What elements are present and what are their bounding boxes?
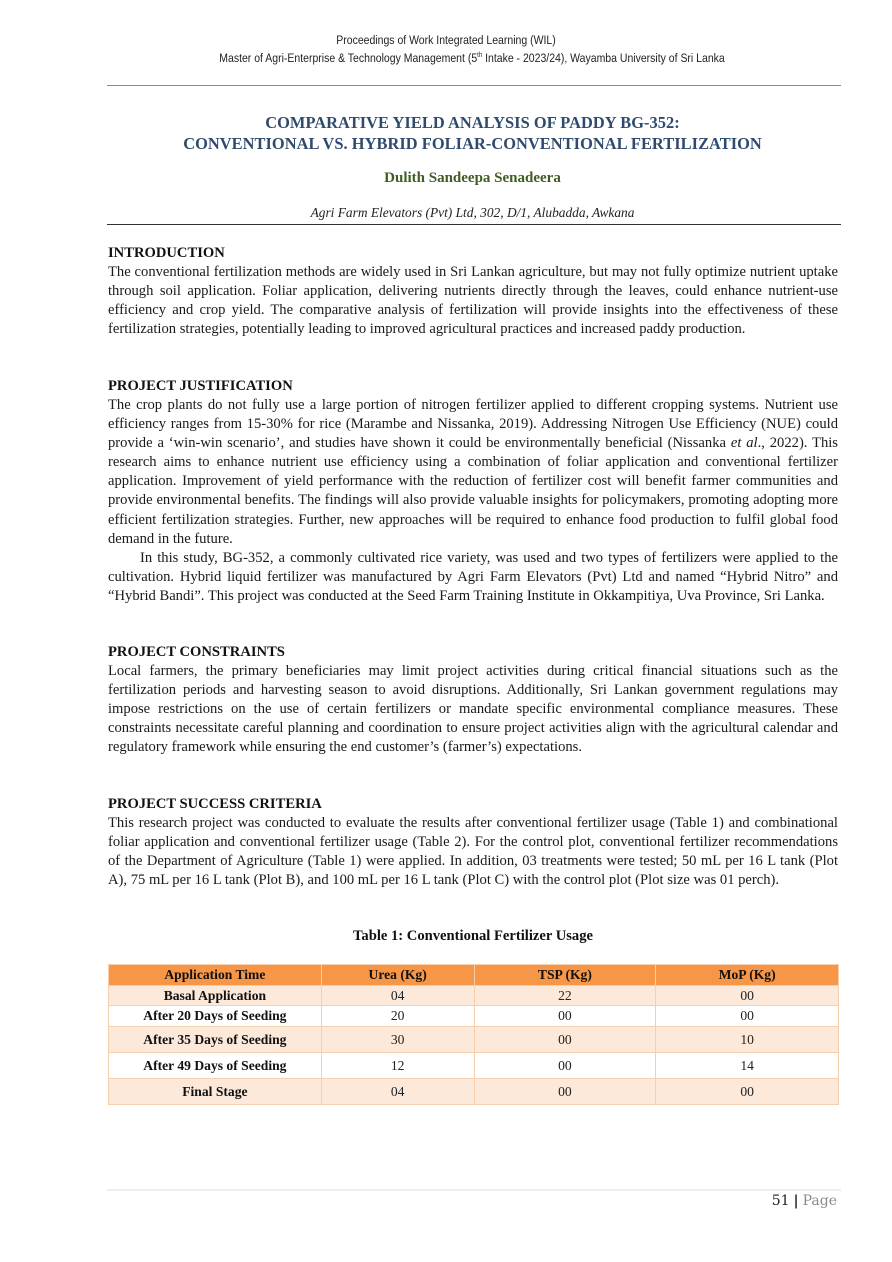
affiliation-divider bbox=[107, 224, 841, 225]
header-divider bbox=[107, 85, 841, 86]
table-1-caption: Table 1: Conventional Fertilizer Usage bbox=[353, 928, 593, 944]
section-heading: PROJECT SUCCESS CRITERIA bbox=[108, 796, 322, 812]
section-heading: PROJECT JUSTIFICATION bbox=[108, 378, 293, 394]
cell-application-time: After 35 Days of Seeding bbox=[109, 1027, 322, 1053]
cell-mop: 10 bbox=[656, 1027, 839, 1053]
cell-tsp: 00 bbox=[474, 1079, 656, 1105]
column-header-application-time: Application Time bbox=[109, 965, 322, 986]
cell-tsp: 00 bbox=[474, 1027, 656, 1053]
cell-mop: 00 bbox=[656, 1006, 839, 1027]
cell-application-time: After 49 Days of Seeding bbox=[109, 1053, 322, 1079]
running-header-program-post: Intake - 2023/24), Wayamba University of Sri Lanka bbox=[482, 51, 725, 65]
table-row bbox=[109, 1027, 839, 1053]
page-number bbox=[772, 1193, 837, 1209]
page-label: Page bbox=[802, 1193, 837, 1209]
cell-urea: 30 bbox=[321, 1027, 474, 1053]
paper-title-line-1: COMPARATIVE YIELD ANALYSIS OF PADDY BG-352: bbox=[265, 113, 680, 132]
fertilizer-usage-table bbox=[108, 964, 839, 1105]
column-header-urea: Urea (Kg) bbox=[321, 965, 474, 986]
cell-tsp: 00 bbox=[474, 1053, 656, 1079]
table-row bbox=[109, 1079, 839, 1105]
cell-urea: 20 bbox=[321, 1006, 474, 1027]
table-row bbox=[109, 1006, 839, 1027]
section-project-constraints bbox=[108, 643, 838, 757]
section-body: This research project was conducted to evaluate the results after conventional fertilizer usage (Table 1) and combinational foliar application and conventional fertilizer usage (Table 2). For the control plot, conventional fertilizer recommendations of the Department of Agriculture (Table 1) were applied. In addition, 03 treatments were tested; 50 mL per 16 L tank (Plot A), 75 mL per 16 L tank (Plot B), and 100 mL per 16 L tank (Plot C) with the control plot (Plot size was 01 perch). bbox=[108, 815, 838, 889]
section-project-success-criteria bbox=[108, 795, 838, 890]
cell-application-time: After 20 Days of Seeding bbox=[109, 1006, 322, 1027]
section-heading: PROJECT CONSTRAINTS bbox=[108, 644, 285, 660]
citation-et-al: et al bbox=[730, 435, 758, 452]
running-header-proceedings: Proceedings of Work Integrated Learning (WIL) bbox=[336, 33, 556, 47]
cell-mop: 00 bbox=[656, 1079, 839, 1105]
column-header-tsp: TSP (Kg) bbox=[474, 965, 656, 986]
paper-title bbox=[100, 112, 845, 154]
table-row bbox=[109, 986, 839, 1006]
paragraph-text: ., 2022). This research aims to enhance nutrient use efficiency using a combination of foliar application and conventional fertilizer application. Improvement of yield performance with the reduction of fertilizer cost will benefit farmer communities and provide environmental benefits. The findings will also provide valuable insights for policymakers, promoting adopting more efficient fertilization strategies. Further, new approaches will be required to enhance food production to fulfil global food demand in the future. bbox=[108, 435, 838, 547]
footer-divider bbox=[107, 1189, 841, 1191]
cell-application-time: Basal Application bbox=[109, 986, 322, 1006]
paper-title-line-2: CONVENTIONAL VS. HYBRID FOLIAR-CONVENTIONAL FERTILIZATION bbox=[183, 134, 762, 153]
table-header-row bbox=[109, 965, 839, 986]
cell-tsp: 00 bbox=[474, 1006, 656, 1027]
cell-urea: 04 bbox=[321, 1079, 474, 1105]
running-header-program-pre: Master of Agri-Enterprise & Technology Management (5 bbox=[219, 51, 478, 65]
table-row bbox=[109, 1053, 839, 1079]
cell-urea: 04 bbox=[321, 986, 474, 1006]
cell-urea: 12 bbox=[321, 1053, 474, 1079]
running-header-superscript: th bbox=[477, 51, 483, 59]
section-body-paragraph-1 bbox=[108, 396, 838, 549]
section-body-paragraph-2: In this study, BG-352, a commonly cultivated rice variety, was used and two types of fertilizers were applied to the cultivation. Hybrid liquid fertilizer was manufactured by Agri Farm Elevators (Pvt) Ltd and named “Hybrid Nitro” and “Hybrid Bandi”. This project was conducted at the Seed Farm Training Institute in Okkampitiya, Uva Province, Sri Lanka. bbox=[108, 549, 838, 604]
section-heading: INTRODUCTION bbox=[108, 245, 225, 261]
section-introduction bbox=[108, 244, 838, 339]
cell-mop: 00 bbox=[656, 986, 839, 1006]
section-project-justification bbox=[108, 377, 838, 606]
column-header-mop: MoP (Kg) bbox=[656, 965, 839, 986]
page-number-separator: | bbox=[793, 1193, 799, 1209]
author-name: Dulith Sandeepa Senadeera bbox=[384, 170, 561, 186]
author-affiliation: Agri Farm Elevators (Pvt) Ltd, 302, D/1, Alubadda, Awkana bbox=[310, 205, 635, 220]
page-number-value: 51 bbox=[771, 1193, 790, 1209]
paragraph-text: The crop plants do not fully use a large portion of nitrogen fertilizer applied to different cropping systems. Nutrient use efficiency ranges from 15-30% for rice (Marambe and Nissanka, 2019). Addressing Nitrogen Use Efficiency (NUE) could provide a ‘win-win scenario’, and studies have shown it could be environmentally beneficial (Nissanka bbox=[108, 397, 838, 452]
cell-mop: 14 bbox=[656, 1053, 839, 1079]
running-header-program bbox=[88, 51, 855, 65]
cell-tsp: 22 bbox=[474, 986, 656, 1006]
section-body: The conventional fertilization methods are widely used in Sri Lankan agriculture, but may not fully optimize nutrient uptake through soil application. Foliar application, delivering nutrients directly through the leaves, could enhance nutrient-use efficiency and crop yield. The comparative analysis of fertilization will provide insights into the effectiveness of these fertilization strategies, potentially leading to improved agricultural practices and increased paddy production. bbox=[108, 264, 838, 338]
section-body: Local farmers, the primary beneficiaries may limit project activities during critical financial situations such as the fertilization periods and harvesting season to avoid disruptions. Additionally, Sri Lankan government regulations may impose restrictions on the use of certain fertilizers or mandate specific environmental compliance measures. These constraints necessitate careful planning and coordination to ensure project activities align with the agricultural calendar and regulatory framework while ensuring the end customer’s (farmer’s) expectations. bbox=[108, 663, 838, 756]
cell-application-time: Final Stage bbox=[109, 1079, 322, 1105]
